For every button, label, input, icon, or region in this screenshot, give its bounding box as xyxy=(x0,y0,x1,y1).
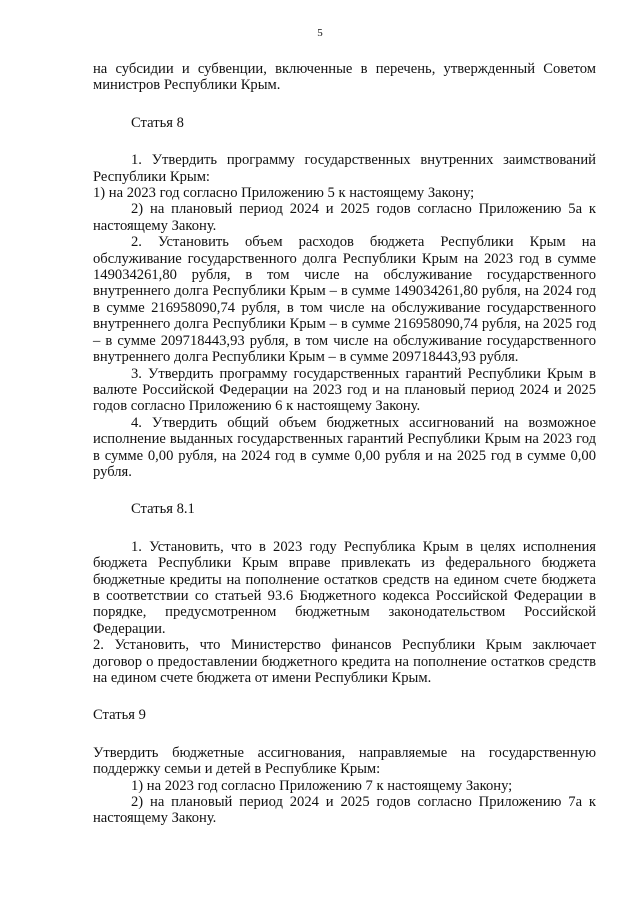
page-number: 5 xyxy=(317,27,323,39)
document-body xyxy=(93,61,596,827)
article-9-item-2: 2) на плановый период 2024 и 2025 годов согласно Приложению 7а к настоящему Закону. xyxy=(93,794,596,827)
article-8-1-heading: Статья 8.1 xyxy=(131,501,195,518)
article-8-item-2: 2. Установить объем расходов бюджета Республики Крым на обслуживание государственного долга Республики Крым на 2023 год в сумме 149034261,80 рубля, в том числе на обслуживание государственного внутреннего долга Республики Крым – в сумме 149034261,80 рубля, на 2024 год в сумме 216958090,74 рубля, в том числе на обслуживание государственного внутреннего долга Республики Крым – в сумме 216958090,74 рубля, на 2025 год – в сумме 209718443,93 рубля, в том числе на обслуживание государственного внутреннего долга Республики Крым – в сумме 209718443,93 рубля. xyxy=(93,234,596,366)
paragraph-continuation: на субсидии и субвенции, включенные в перечень, утвержденный Советом министров Республики Крым. xyxy=(93,61,596,94)
article-8-1-item-1: 1. Установить, что в 2023 году Республика Крым в целях исполнения бюджета Республики Крым вправе привлекать из федерального бюджета бюджетные кредиты на пополнение остатков средств на едином счете бюджета в соответствии со статьей 93.6 Бюджетного кодекса Российской Федерации в порядке, предусмотренном бюджетным законодательством Российской Федерации. xyxy=(93,538,596,637)
article-9-item-1: 1) на 2023 год согласно Приложению 7 к настоящему Закону; xyxy=(131,777,513,794)
article-8-item-4: 4. Утвердить общий объем бюджетных ассигнований на возможное исполнение выданных государственных гарантий Республики Крым на 2023 год в сумме 0,00 рубля, на 2024 год в сумме 0,00 рубля и на 2025 год в сумме 0,00 рубля. xyxy=(93,414,596,480)
article-8-heading: Статья 8 xyxy=(131,114,184,131)
article-8-item-1-sub-2: 2) на плановый период 2024 и 2025 годов согласно Приложению 5а к настоящему Закону. xyxy=(93,201,596,234)
article-9-intro: Утвердить бюджетные ассигнования, направляемые на государственную поддержку семьи и детей в Республике Крым: xyxy=(93,744,596,778)
article-8-item-1: 1. Утвердить программу государственных внутренних заимствований Республики Крым: xyxy=(93,152,596,185)
article-8-item-3: 3. Утвердить программу государственных гарантий Республики Крым в валюте Российской Федерации на 2023 год и на плановый период 2024 и 2025 годов согласно Приложению 6 к настоящему Закону. xyxy=(93,365,596,415)
article-8-1-item-2: 2. Установить, что Министерство финансов Республики Крым заключает договор о предоставлении бюджетного кредита на пополнение остатков средств на едином счете бюджета от имени Республики Крым. xyxy=(93,637,596,686)
article-9-heading: Статья 9 xyxy=(93,707,146,724)
article-8-item-1-sub-1: 1) на 2023 год согласно Приложению 5 к настоящему Закону; xyxy=(93,185,475,202)
